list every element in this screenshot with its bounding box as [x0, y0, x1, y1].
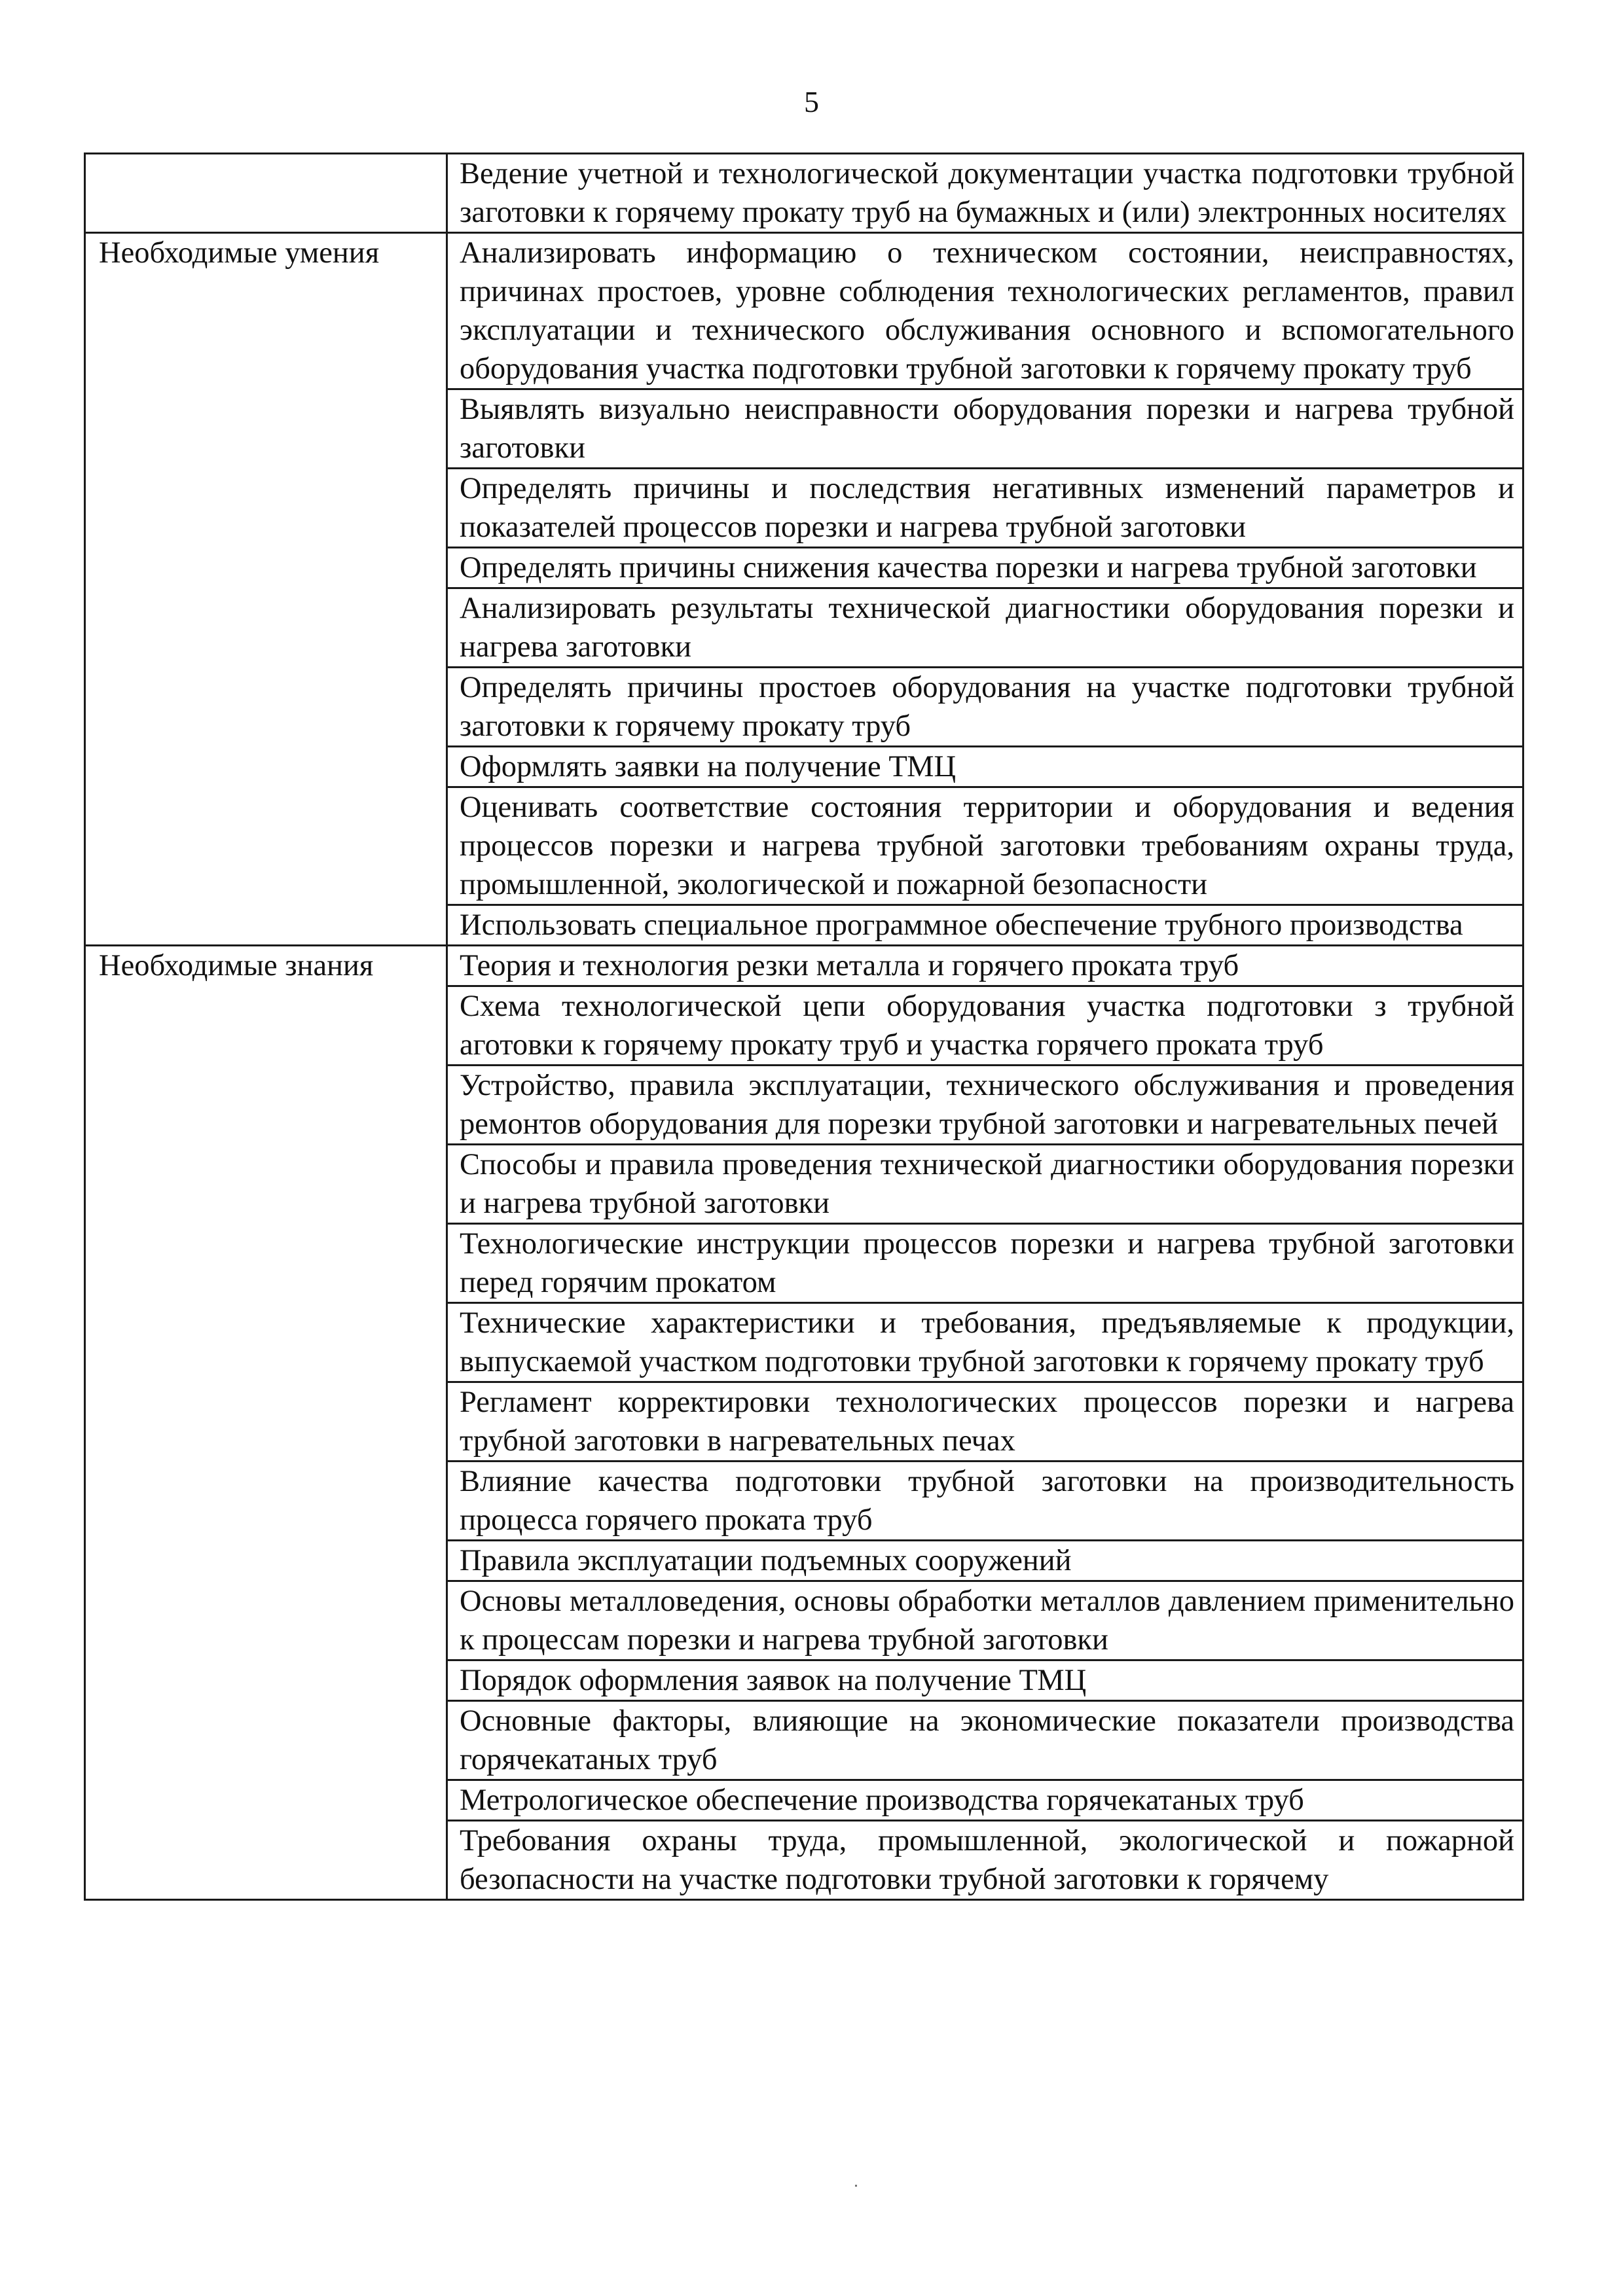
- row-text-cell: Технические характеристики и требования, предъявляемые к продукции, выпускаемой участком подготовки трубной заготовки к горячему прокату труб: [447, 1303, 1523, 1382]
- competency-table: [84, 152, 1524, 1901]
- table-row: [85, 154, 1523, 233]
- page-number: 5: [804, 85, 819, 118]
- row-text-cell: Выявлять визуально неисправности оборудования порезки и нагрева трубной заготовки: [447, 389, 1523, 469]
- table-row: [85, 946, 1523, 986]
- row-text-cell: Ведение учетной и технологической документации участка подготовки трубной заготовки к горячему прокату труб на бумажных и (или) электронных носителях: [447, 154, 1523, 233]
- row-text-cell: Схема технологической цепи оборудования участка подготовки з трубной аготовки к горячему прокату труб и участка горячего проката труб: [447, 986, 1523, 1066]
- row-text-cell: Определять причины и последствия негативных изменений параметров и показателей процессов порезки и нагрева трубной заготовки: [447, 469, 1523, 548]
- row-text-cell: Основные факторы, влияющие на экономические показатели производства горячекатаных труб: [447, 1701, 1523, 1780]
- row-text-cell: Оформлять заявки на получение ТМЦ: [447, 747, 1523, 787]
- row-text-cell: Правила эксплуатации подъемных сооружений: [447, 1541, 1523, 1581]
- knowledge-label: Необходимые знания: [85, 946, 447, 1900]
- row-text-cell: Использовать специальное программное обеспечение трубного производства: [447, 905, 1523, 946]
- row-text-cell: Требования охраны труда, промышленной, экологической и пожарной безопасности на участке подготовки трубной заготовки к горячему: [447, 1821, 1523, 1900]
- row-text-cell: Устройство, правила эксплуатации, технического обслуживания и проведения ремонтов оборудования для порезки трубной заготовки и нагревательных печей: [447, 1066, 1523, 1145]
- row-label-cell: [85, 154, 447, 233]
- row-text-cell: Метрологическое обеспечение производства горячекатаных труб: [447, 1780, 1523, 1821]
- row-text-cell: Влияние качества подготовки трубной заготовки на производительность процесса горячего проката труб: [447, 1462, 1523, 1541]
- table-row: [85, 233, 1523, 389]
- row-text-cell: Технологические инструкции процессов порезки и нагрева трубной заготовки перед горячим прокатом: [447, 1224, 1523, 1303]
- row-text-cell: Теория и технология резки металла и горячего проката труб: [447, 946, 1523, 986]
- row-text-cell: Порядок оформления заявок на получение ТМЦ: [447, 1660, 1523, 1701]
- row-text-cell: Определять причины простоев оборудования на участке подготовки трубной заготовки к горячему прокату труб: [447, 668, 1523, 747]
- row-text-cell: Анализировать результаты технической диагностики оборудования порезки и нагрева заготовки: [447, 588, 1523, 668]
- row-text-cell: Регламент корректировки технологических процессов порезки и нагрева трубной заготовки в нагревательных печах: [447, 1382, 1523, 1462]
- skills-label: Необходимые умения: [85, 233, 447, 946]
- row-text-cell: Основы металловедения, основы обработки металлов давлением применительно к процессам порезки и нагрева трубной заготовки: [447, 1581, 1523, 1660]
- row-text-cell: Определять причины снижения качества порезки и нагрева трубной заготовки: [447, 548, 1523, 588]
- row-text-cell: Способы и правила проведения технической диагностики оборудования порезки и нагрева трубной заготовки: [447, 1145, 1523, 1224]
- scan-speck: [855, 2185, 857, 2187]
- row-text-cell: Оценивать соответствие состояния территории и оборудования и ведения процессов порезки и нагрева трубной заготовки требованиям охраны труда, промышленной, экологической и пожарной безопасности: [447, 787, 1523, 905]
- row-text-cell: Анализировать информацию о техническом состоянии, неисправностях, причинах простоев, уровне соблюдения технологических регламентов, правил эксплуатации и технического обслуживания основного и вспомогательного оборудования участка подготовки трубной заготовки к горячему прокату труб: [447, 233, 1523, 389]
